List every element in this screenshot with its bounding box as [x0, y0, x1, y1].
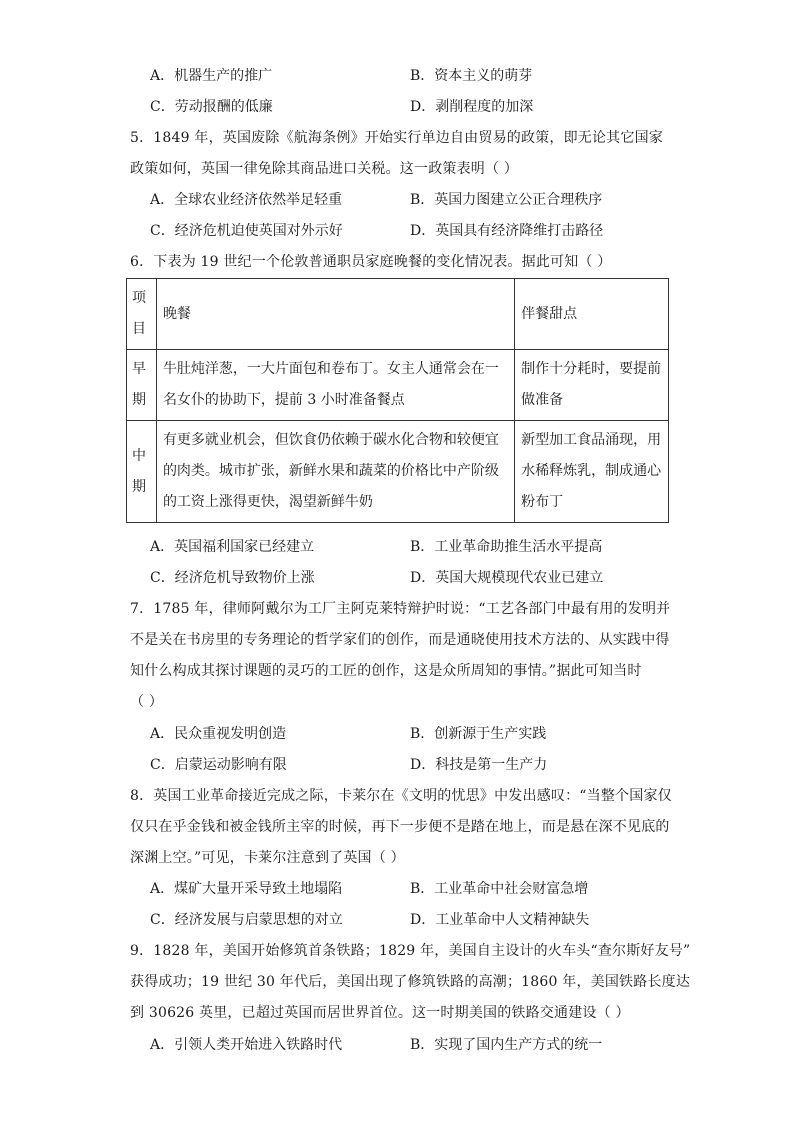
- period-char: 期: [132, 392, 146, 408]
- q5-option-d[interactable]: D．英国具有经济降维打击路径: [410, 223, 604, 239]
- q9-stem-line: 获得成功；19 世纪 30 年代后，美国出现了修筑铁路的高潮；1860 年，美国铁路长度达: [130, 974, 691, 990]
- q7-stem-line: （ ）: [130, 694, 164, 710]
- q4-option-b[interactable]: B．资本主义的萌芽: [410, 68, 533, 84]
- q4-option-c[interactable]: C．劳动报酬的低廉: [150, 99, 273, 115]
- q5-option-a[interactable]: A．全球农业经济依然举足轻重: [150, 192, 343, 208]
- table-row-early: [127, 350, 669, 421]
- dinner-change-table: [126, 278, 669, 523]
- q9-option-a[interactable]: A．引领人类开始进入铁路时代: [150, 1037, 343, 1053]
- q9-option-b[interactable]: B．实现了国内生产方式的统一: [410, 1037, 603, 1053]
- period-char: 早: [132, 361, 146, 377]
- q7-option-d[interactable]: D．科技是第一生产力: [410, 757, 548, 773]
- q6-option-d[interactable]: D．英国大规模现代农业已建立: [410, 570, 604, 586]
- header-item-char: 项: [132, 290, 146, 306]
- table-header-row: [127, 279, 669, 350]
- q5-option-b[interactable]: B．英国力图建立公正合理秩序: [410, 192, 603, 208]
- q8-option-a[interactable]: A．煤矿大量开采导致土地塌陷: [150, 881, 343, 897]
- dessert-cell: [515, 350, 669, 421]
- header-dessert-cell: 伴餐甜点: [515, 279, 669, 350]
- q8-stem-line: 仅只在乎金钱和被金钱所主宰的时候，再下一步便不是踏在地上，而是悬在深不见底的: [130, 819, 670, 835]
- q7-option-c[interactable]: C．启蒙运动影响有限: [150, 757, 287, 773]
- q7-stem-line: 7．1785 年，律师阿戴尔为工厂主阿克莱特辩护时说：“工艺各部门中最有用的发明并: [130, 601, 671, 617]
- dinner-text: 名女仆的协助下，提前 3 小时准备餐点: [162, 392, 405, 408]
- dessert-text: 水稀释炼乳，制成通心: [521, 463, 662, 479]
- period-cell: [127, 350, 157, 421]
- dinner-text: 牛肚炖洋葱，一大片面包和卷布丁。女主人通常会在一: [162, 361, 499, 377]
- dessert-text: 新型加工食品涌现，用: [521, 432, 662, 448]
- dinner-text: 的工资上涨得更快，渴望新鲜牛奶: [162, 494, 373, 510]
- q7-option-a[interactable]: A．民众重视发明创造: [150, 726, 287, 742]
- dessert-text: 制作十分耗时，要提前: [521, 361, 662, 377]
- period-char: 中: [132, 447, 146, 464]
- q6-stem: 6．下表为 19 世纪一个伦敦普通职员家庭晚餐的变化情况表。据此可知（ ）: [130, 254, 612, 270]
- q5-option-c[interactable]: C．经济危机迫使英国对外示好: [150, 223, 343, 239]
- header-item-char: 目: [132, 321, 146, 337]
- q7-stem-line: 不是关在书房里的专务理论的哲学家们的创作，而是通晓使用技术方法的、从实践中得: [130, 632, 670, 648]
- q4-option-d[interactable]: D．剥削程度的加深: [410, 99, 534, 115]
- q6-option-c[interactable]: C．经济危机导致物价上涨: [150, 570, 315, 586]
- q8-stem-line: 8．英国工业革命接近完成之际，卡莱尔在《文明的忧思》中发出感叹：“当整个国家仅: [130, 788, 672, 804]
- dinner-text: 的肉类。城市扩张，新鲜水果和蔬菜的价格比中产阶级: [162, 463, 499, 479]
- q8-option-d[interactable]: D．工业革命中人文精神缺失: [410, 912, 590, 928]
- dessert-text: 做准备: [521, 392, 564, 408]
- q5-stem-line: 政策如何，英国一律免除其商品进口关税。这一政策表明（ ）: [130, 161, 519, 177]
- dessert-text: 粉布丁: [521, 494, 564, 510]
- q9-stem-line: 9．1828 年，美国开始修筑首条铁路；1829 年，美国自主设计的火车头“查尔斯好友号”: [130, 943, 691, 959]
- header-dinner-cell: 晚餐: [156, 279, 514, 350]
- q5-stem-line: 5．1849 年，英国废除《航海条例》开始实行单边自由贸易的政策，即无论其它国家: [130, 130, 663, 146]
- period-cell: [127, 421, 157, 523]
- q6-option-b[interactable]: B．工业革命助推生活水平提高: [410, 539, 603, 555]
- q4-option-a[interactable]: A．机器生产的推广: [150, 68, 273, 84]
- dinner-text: 有更多就业机会，但饮食仍依赖于碳水化合物和较便宜: [162, 432, 499, 448]
- q7-option-b[interactable]: B．创新源于生产实践: [410, 726, 547, 742]
- q8-stem-line: 深渊上空。”可见，卡莱尔注意到了英国（ ）: [130, 850, 405, 866]
- period-char: 期: [132, 478, 146, 495]
- dessert-cell: [515, 421, 669, 523]
- q6-option-a[interactable]: A．英国福利国家已经建立: [150, 539, 315, 555]
- dinner-cell: [156, 421, 514, 523]
- table-row-middle: [127, 421, 669, 523]
- header-item-cell: [127, 279, 157, 350]
- q7-stem-line: 知什么构成其探讨课题的灵巧的工匠的创作，这是众所周知的事情。”据此可知当时: [130, 663, 642, 679]
- q8-option-b[interactable]: B．工业革命中社会财富急增: [410, 881, 589, 897]
- q9-stem-line: 到 30626 英里，已超过英国而居世界首位。这一时期美国的铁路交通建设（ ）: [130, 1005, 630, 1021]
- q8-option-c[interactable]: C．经济发展与启蒙思想的对立: [150, 912, 343, 928]
- dinner-cell: [156, 350, 514, 421]
